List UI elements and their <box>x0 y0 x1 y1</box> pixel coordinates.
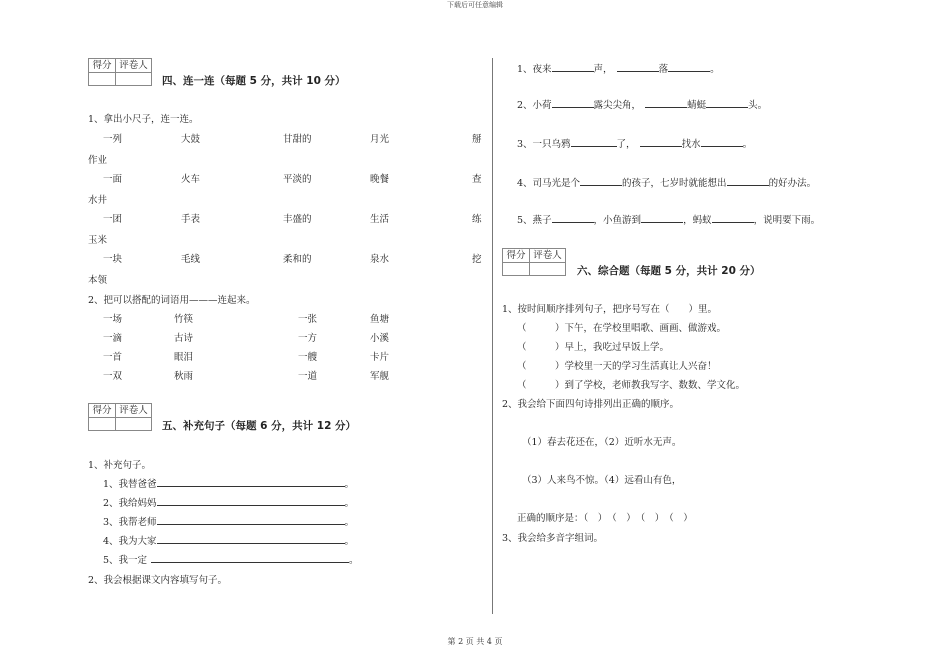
match-cell: 月光 <box>370 134 390 145</box>
end-mark: 。 <box>344 517 355 528</box>
section5-title: 五、补充句子（每题 6 分，共计 12 分） <box>162 420 357 432</box>
poem-line: （1）春去花还在，（2）近听水无声。 <box>522 437 682 448</box>
fill-line <box>517 212 820 226</box>
fill-text: 找水 <box>681 139 701 150</box>
match-wrap: 玉米 <box>88 235 108 246</box>
answer-blank[interactable] <box>617 63 659 72</box>
grader-label: 评卷人 <box>119 60 148 71</box>
fill-text: 的好办法。 <box>768 178 817 189</box>
score-box <box>88 58 152 86</box>
fill-text: 2、小荷 <box>517 100 552 111</box>
pair-cell: 一艘 <box>298 352 318 363</box>
match-cell: 晚餐 <box>370 174 390 185</box>
answer-blank[interactable] <box>552 99 594 108</box>
end-mark: 。 <box>344 536 355 547</box>
match-wrap: 水井 <box>88 195 108 206</box>
fill-line <box>517 97 767 111</box>
pair-cell: 一方 <box>298 333 318 344</box>
fill-text: 。 <box>742 139 753 150</box>
match-cell: 甘甜的 <box>283 134 312 145</box>
pair-cell: 一滴 <box>103 333 123 344</box>
fill-text: ，说明要下雨。 <box>753 215 821 226</box>
match-cell: 一团 <box>103 214 123 225</box>
match-cell: 掰 <box>472 134 482 145</box>
order-item: （ ）早上，我吃过早饭上学。 <box>517 342 670 353</box>
fill-text: 的孩子，七岁时就能想出 <box>622 178 727 189</box>
fill-item <box>103 476 354 490</box>
match-cell: 丰盛的 <box>283 214 312 225</box>
answer-blank[interactable] <box>645 99 687 108</box>
s6-q1: 1、按时间顺序排列句子，把序号写在（ ）里。 <box>502 304 718 315</box>
fill-item-label: 5、我一定 <box>103 555 148 566</box>
match-wrap: 作业 <box>88 155 108 166</box>
pair-cell: 竹筷 <box>174 314 194 325</box>
answer-blank[interactable] <box>640 138 682 147</box>
match-wrap: 本领 <box>88 275 108 286</box>
s5-q1: 1、补充句子。 <box>88 460 152 471</box>
fill-text: 5、燕子 <box>517 215 552 226</box>
pair-cell: 一首 <box>103 352 123 363</box>
match-cell: 手表 <box>181 214 201 225</box>
pair-cell: 一道 <box>298 371 318 382</box>
s4-q1: 1、拿出小尺子，连一连。 <box>88 114 199 125</box>
fill-item-label: 1、我替爸爸 <box>103 479 157 490</box>
answer-blank[interactable] <box>157 535 345 544</box>
fill-text: 声， <box>593 64 613 75</box>
fill-item <box>103 514 354 528</box>
pair-cell: 卡片 <box>370 352 390 363</box>
pair-cell: 秋雨 <box>174 371 194 382</box>
answer-blank[interactable] <box>552 63 594 72</box>
fill-text: 1、夜来 <box>517 64 552 75</box>
s6-q2: 2、我会给下面四句诗排列出正确的顺序。 <box>502 399 680 410</box>
match-cell: 一面 <box>103 174 123 185</box>
answer-blank[interactable] <box>552 214 594 223</box>
fill-item-label: 4、我为大家 <box>103 536 157 547</box>
pair-cell: 古诗 <box>174 333 194 344</box>
order-item: （ ）学校里一天的学习生活真让人兴奋！ <box>517 361 717 372</box>
order-answer: 正确的顺序是：（ ） （ ） （ ） （ ） <box>517 513 693 524</box>
end-mark: 。 <box>344 479 355 490</box>
answer-blank[interactable] <box>580 177 622 186</box>
page-footer: 第 2 页 共 4 页 <box>447 637 503 646</box>
answer-blank[interactable] <box>727 177 769 186</box>
pair-cell: 眼泪 <box>174 352 194 363</box>
fill-item <box>103 533 354 547</box>
match-cell: 练 <box>472 214 482 225</box>
pair-cell: 小溪 <box>370 333 390 344</box>
grader-label: 评卷人 <box>119 405 148 416</box>
fill-text: 露尖尖角， <box>593 100 642 111</box>
match-cell: 柔和的 <box>283 254 312 265</box>
match-cell: 大鼓 <box>181 134 201 145</box>
score-label: 得分 <box>92 405 112 416</box>
pair-cell: 军舰 <box>370 371 390 382</box>
answer-blank[interactable] <box>571 138 617 147</box>
grader-label: 评卷人 <box>533 250 562 261</box>
match-cell: 挖 <box>472 254 482 265</box>
fill-text: 头。 <box>748 100 768 111</box>
match-cell: 泉水 <box>370 254 390 265</box>
s4-q2: 2、把可以搭配的词语用———连起来。 <box>88 295 256 306</box>
fill-item <box>103 495 354 509</box>
fill-line <box>517 61 720 75</box>
s6-q3: 3、我会给多音字组词。 <box>502 533 604 544</box>
match-cell: 一块 <box>103 254 123 265</box>
answer-blank[interactable] <box>157 497 345 506</box>
fill-line <box>517 175 816 189</box>
poem-line: （3）人来鸟不惊。（4）远看山有色， <box>522 475 682 486</box>
answer-blank[interactable] <box>712 214 754 223</box>
end-mark: 。 <box>349 555 359 566</box>
fill-text: 蜻蜓 <box>687 100 707 111</box>
fill-text: ，蚂蚁 <box>683 215 712 226</box>
answer-blank[interactable] <box>668 63 710 72</box>
answer-blank[interactable] <box>151 554 349 563</box>
end-mark: 。 <box>344 498 355 509</box>
match-cell: 查 <box>472 174 482 185</box>
column-divider <box>492 58 493 614</box>
match-cell: 平淡的 <box>283 174 312 185</box>
score-box <box>502 248 566 276</box>
fill-text: 3、一只乌鸦 <box>517 139 571 150</box>
match-cell: 生活 <box>370 214 390 225</box>
answer-blank[interactable] <box>157 516 345 525</box>
answer-blank[interactable] <box>701 138 743 147</box>
fill-item-label: 3、我帮老师 <box>103 517 157 528</box>
fill-item-label: 2、我给妈妈 <box>103 498 157 509</box>
answer-blank[interactable] <box>641 214 683 223</box>
pair-cell: 鱼塘 <box>370 314 390 325</box>
order-item: （ ）下午，在学校里唱歌、画画、做游戏。 <box>517 323 727 334</box>
answer-blank[interactable] <box>706 99 748 108</box>
pair-cell: 一张 <box>298 314 318 325</box>
score-label: 得分 <box>92 60 112 71</box>
match-cell: 一列 <box>103 134 123 145</box>
fill-text: 。 <box>710 64 720 75</box>
pair-cell: 一双 <box>103 371 123 382</box>
s5-q2: 2、我会根据课文内容填写句子。 <box>88 575 228 586</box>
pair-cell: 一场 <box>103 314 123 325</box>
fill-item <box>103 552 359 566</box>
section6-title: 六、综合题（每题 5 分，共计 20 分） <box>577 265 761 277</box>
match-cell: 火车 <box>181 174 201 185</box>
fill-text: 落 <box>658 64 669 75</box>
fill-text: 4、司马光是个 <box>517 178 581 189</box>
score-box <box>88 403 152 431</box>
answer-blank[interactable] <box>157 478 345 487</box>
section4-title: 四、连一连（每题 5 分，共计 10 分） <box>162 75 346 87</box>
match-cell: 毛线 <box>181 254 201 265</box>
order-item: （ ）到了学校，老师教我写字、数数、学文化。 <box>517 380 746 391</box>
fill-line <box>517 136 752 150</box>
fill-text: 了， <box>616 139 636 150</box>
score-label: 得分 <box>506 250 526 261</box>
fill-text: ，小鱼游到 <box>593 215 642 226</box>
header-note: 下载后可任意编辑 <box>447 1 503 9</box>
